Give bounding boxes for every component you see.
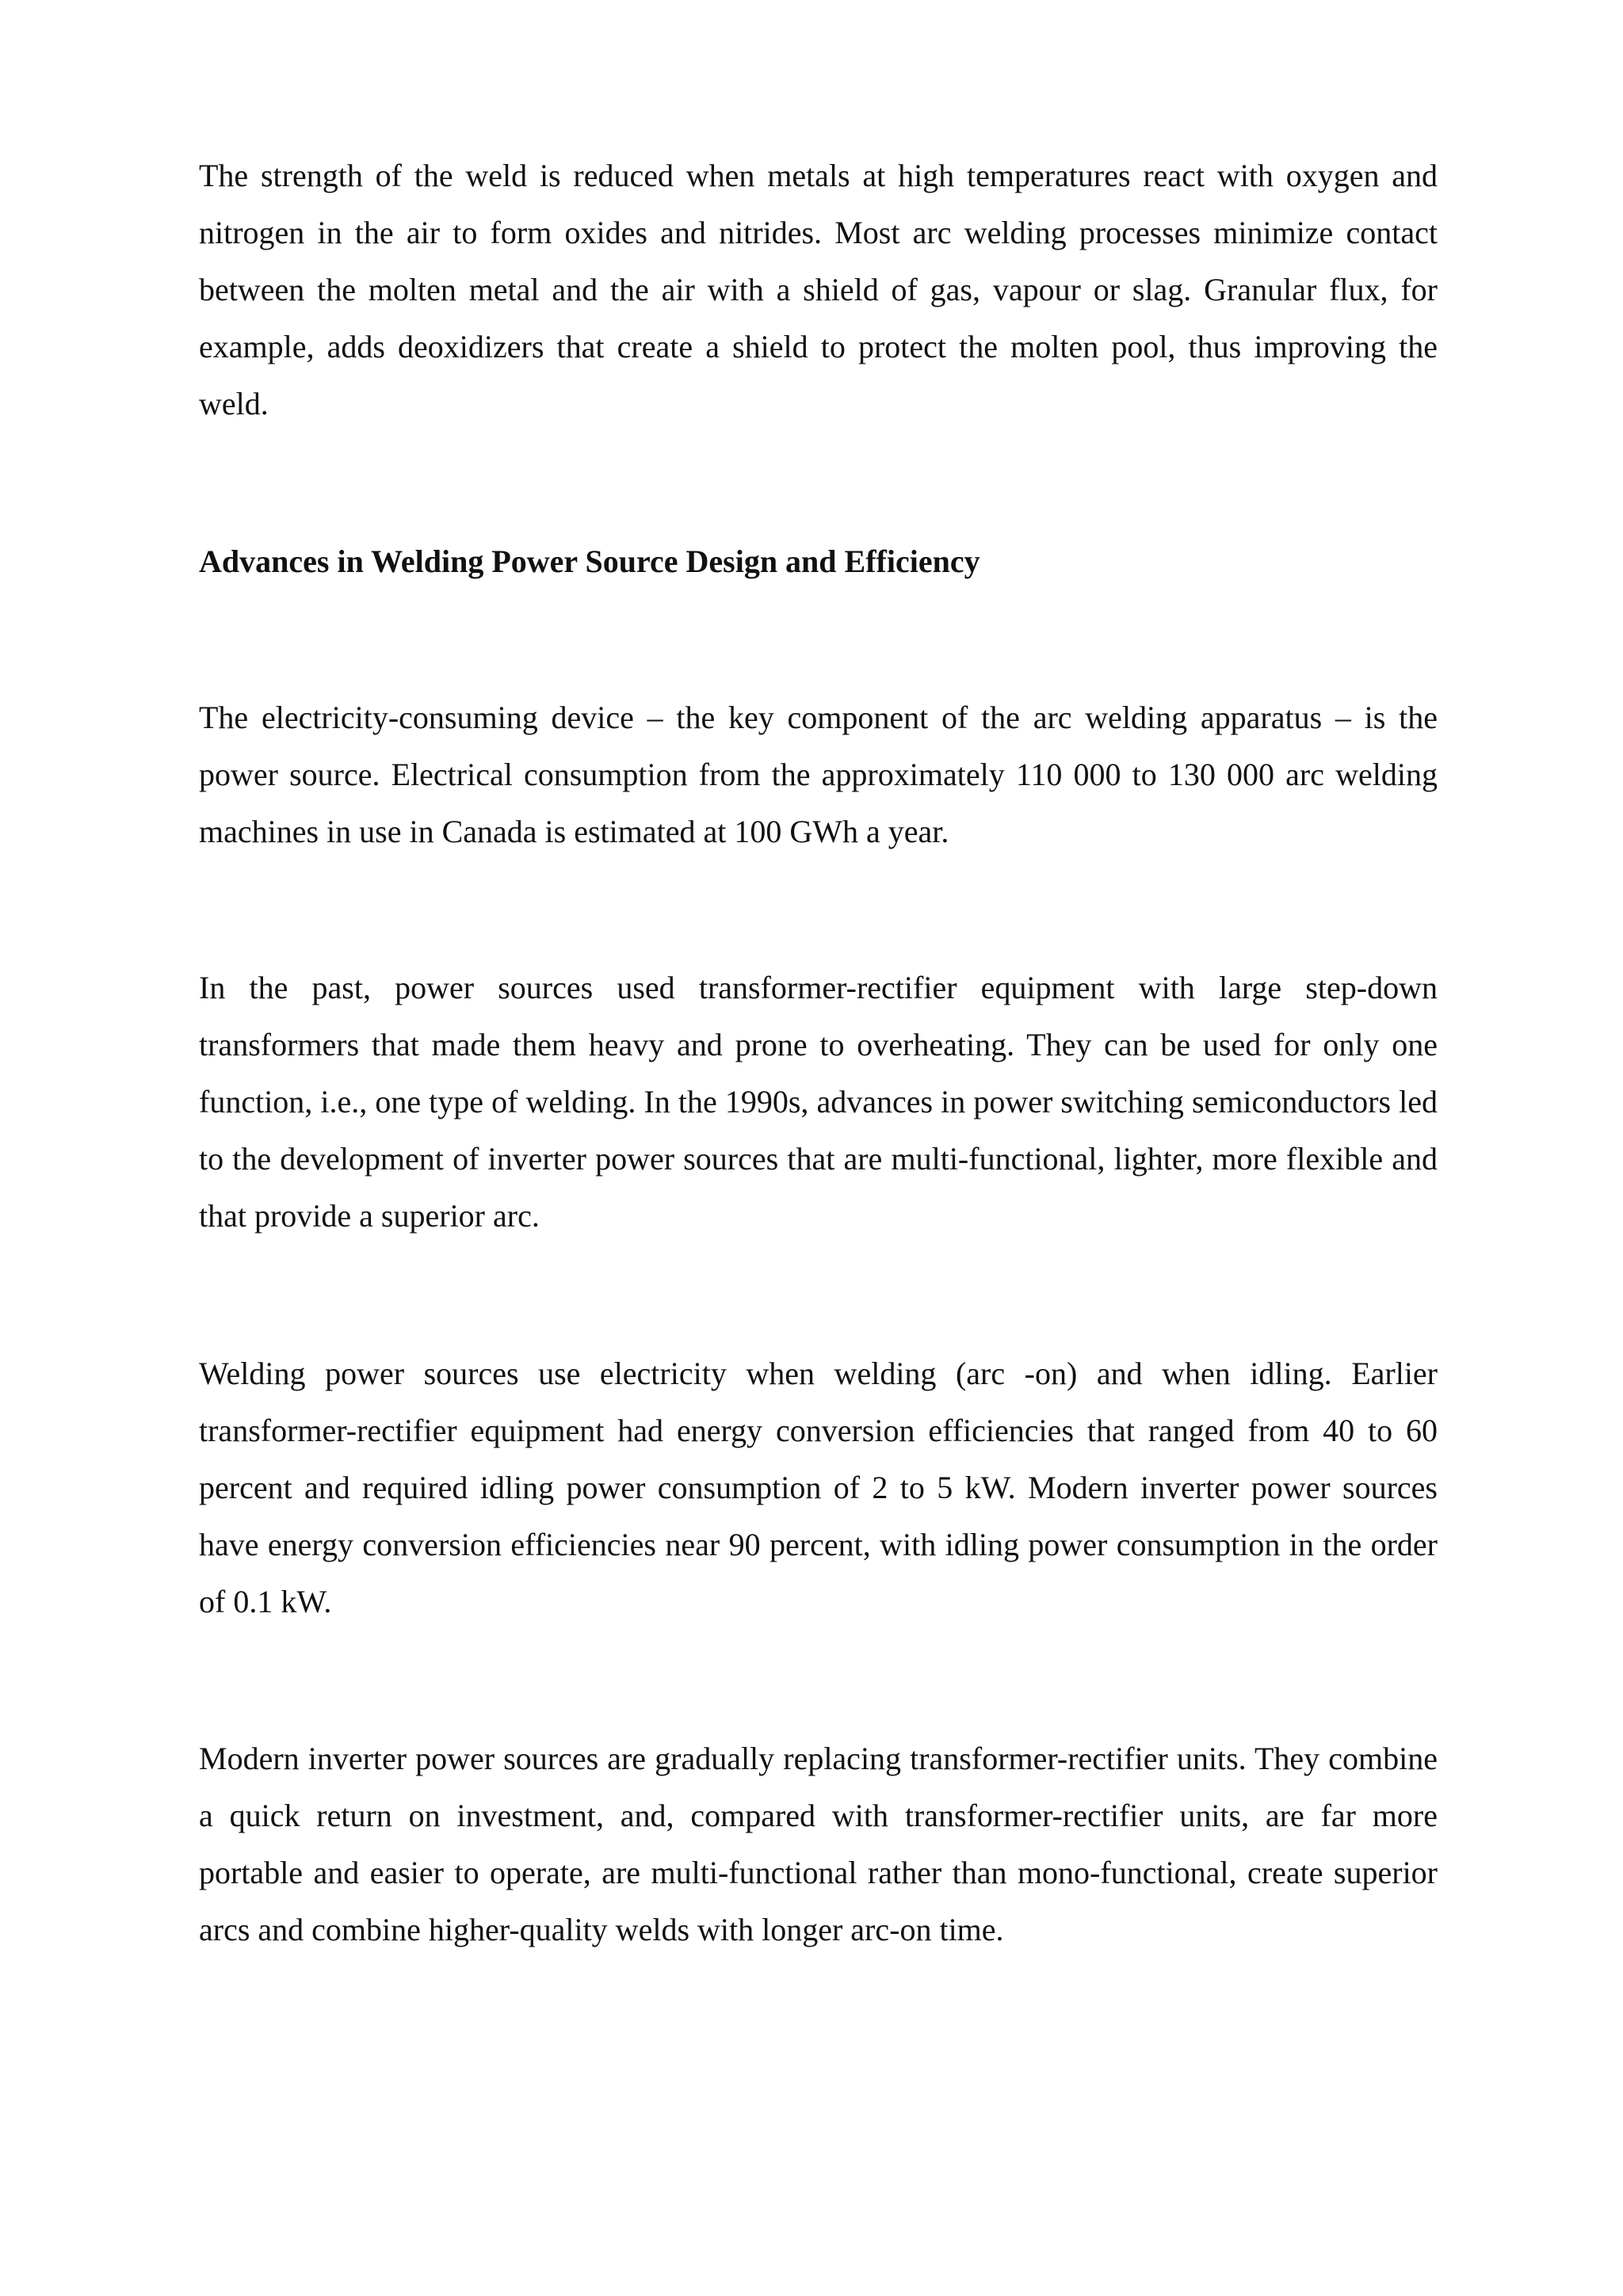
paragraph-weld-strength: The strength of the weld is reduced when metals at high temperatures react with oxygen and nitrogen in the air to form oxides and nitrides. Most arc welding processes minimize contact between the molten metal and the air with a shield of gas, vapour or slag. Granular flux, for example, adds deoxidizers that create a shield to protect the molten pool, thus improving the weld. — [199, 158, 1438, 421]
section-heading: Advances in Welding Power Source Design and Efficiency — [199, 543, 980, 579]
paragraph-power-source: The electricity-consuming device – the key component of the arc welding apparatus – is the power source. Electrical consumption from the approximately 110 000 to 130 000 arc welding machines in use in Canada is estimated at 100 GWh a year. — [199, 700, 1438, 849]
paragraph-inverter-replacement: Modern inverter power sources are gradually replacing transformer-rectifier units. They combine a quick return on investment, and, compared with transformer-rectifier units, are far more portable and easier to operate, are multi-functional rather than mono-functional, create superior arcs and combine higher-quality welds with longer arc-on time. — [199, 1741, 1438, 1947]
paragraph-efficiency: Welding power sources use electricity when welding (arc -on) and when idling. Earlier transformer-rectifier equipment had energy conversion efficiencies that ranged from 40 to 60 percent and required idling power consumption of 2 to 5 kW. Modern inverter power sources have energy conversion efficiencies near 90 percent, with idling power consumption in the order of 0.1 kW. — [199, 1356, 1438, 1619]
paragraph-past-power-sources: In the past, power sources used transformer-rectifier equipment with large step-down transformers that made them heavy and prone to overheating. They can be used for only one function, i.e., one type of welding. In the 1990s, advances in power switching semiconductors led to the development of inverter power sources that are multi-functional, lighter, more flexible and that provide a superior arc. — [199, 970, 1438, 1234]
